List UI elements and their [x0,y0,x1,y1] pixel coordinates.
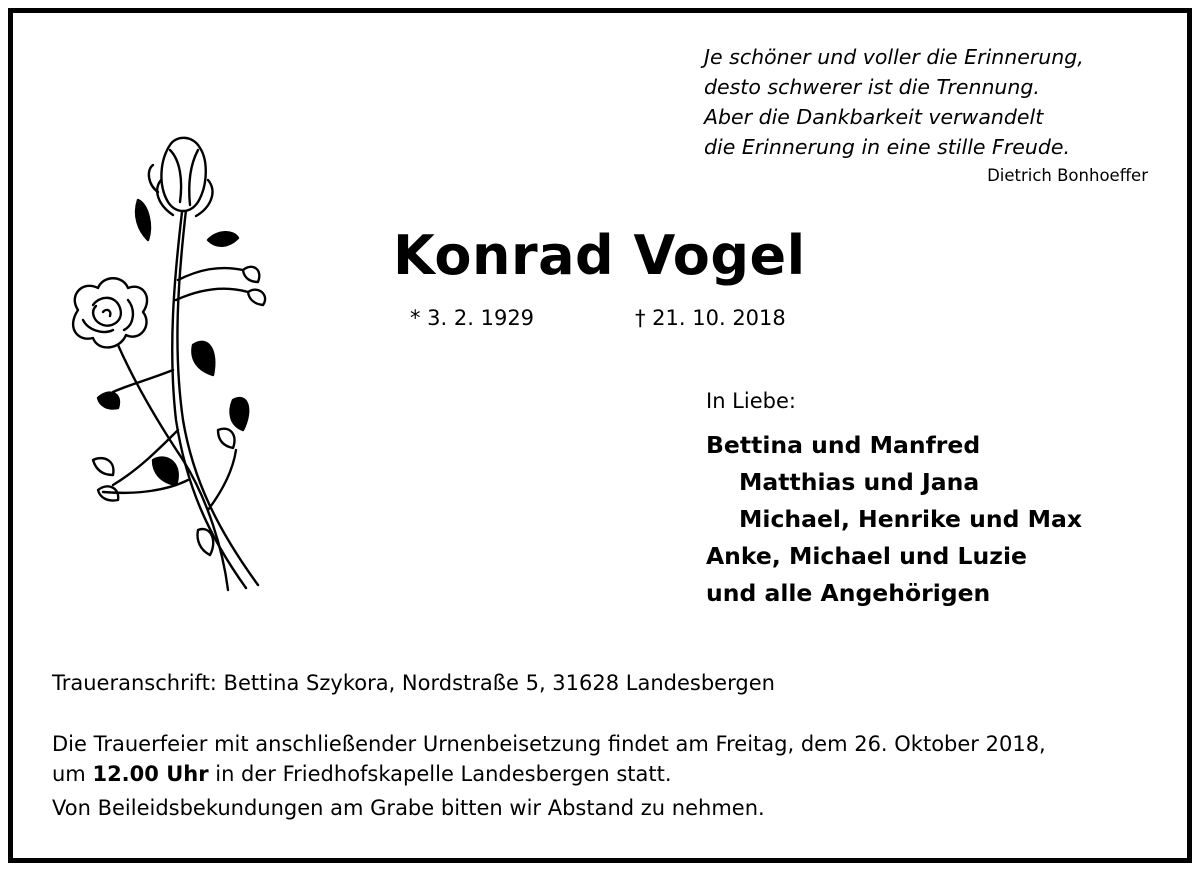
rose-drawing-icon [58,130,273,595]
mourners-list [706,427,1082,612]
quote-line: Je schöner und voller die Erinnerung, [704,45,1084,69]
mourners-label: In Liebe: [706,389,796,413]
birth-date: * 3. 2. 1929 [410,306,535,330]
quote-line: desto schwerer ist die Trennung. [704,75,1040,99]
funeral-service-info [52,729,1046,789]
service-time: 12.00 Uhr [92,762,209,786]
quote-line: die Erinnerung in eine stille Freude. [704,135,1070,159]
condolence-note: Von Beileidsbekundungen am Grabe bitten wir Abstand zu nehmen. [52,796,765,820]
service-line-2-suffix: in der Friedhofskapelle Landesbergen statt. [208,762,672,786]
mourner-line: Bettina und Manfred [706,431,981,459]
mourner-line: Michael, Henrike und Max [739,505,1083,533]
service-line-2 [52,759,1046,789]
quote-line: Aber die Dankbarkeit verwandelt [704,105,1044,129]
quote-block [704,42,1144,162]
mourner-line: und alle Angehörigen [706,579,991,607]
deceased-name: Konrad Vogel [393,224,806,287]
death-date: † 21. 10. 2018 [635,306,786,330]
mourner-line: Matthias und Jana [739,468,980,496]
quote-author: Dietrich Bonhoeffer [987,166,1148,185]
service-line-1: Die Trauerfeier mit anschließender Urnenbeisetzung findet am Freitag, dem 26. Oktober 2018, [52,732,1046,756]
service-line-2-prefix: um [52,762,93,786]
mourning-address: Traueranschrift: Bettina Szykora, Nordstraße 5, 31628 Landesbergen [52,671,775,695]
mourner-line: Anke, Michael und Luzie [706,542,1027,570]
